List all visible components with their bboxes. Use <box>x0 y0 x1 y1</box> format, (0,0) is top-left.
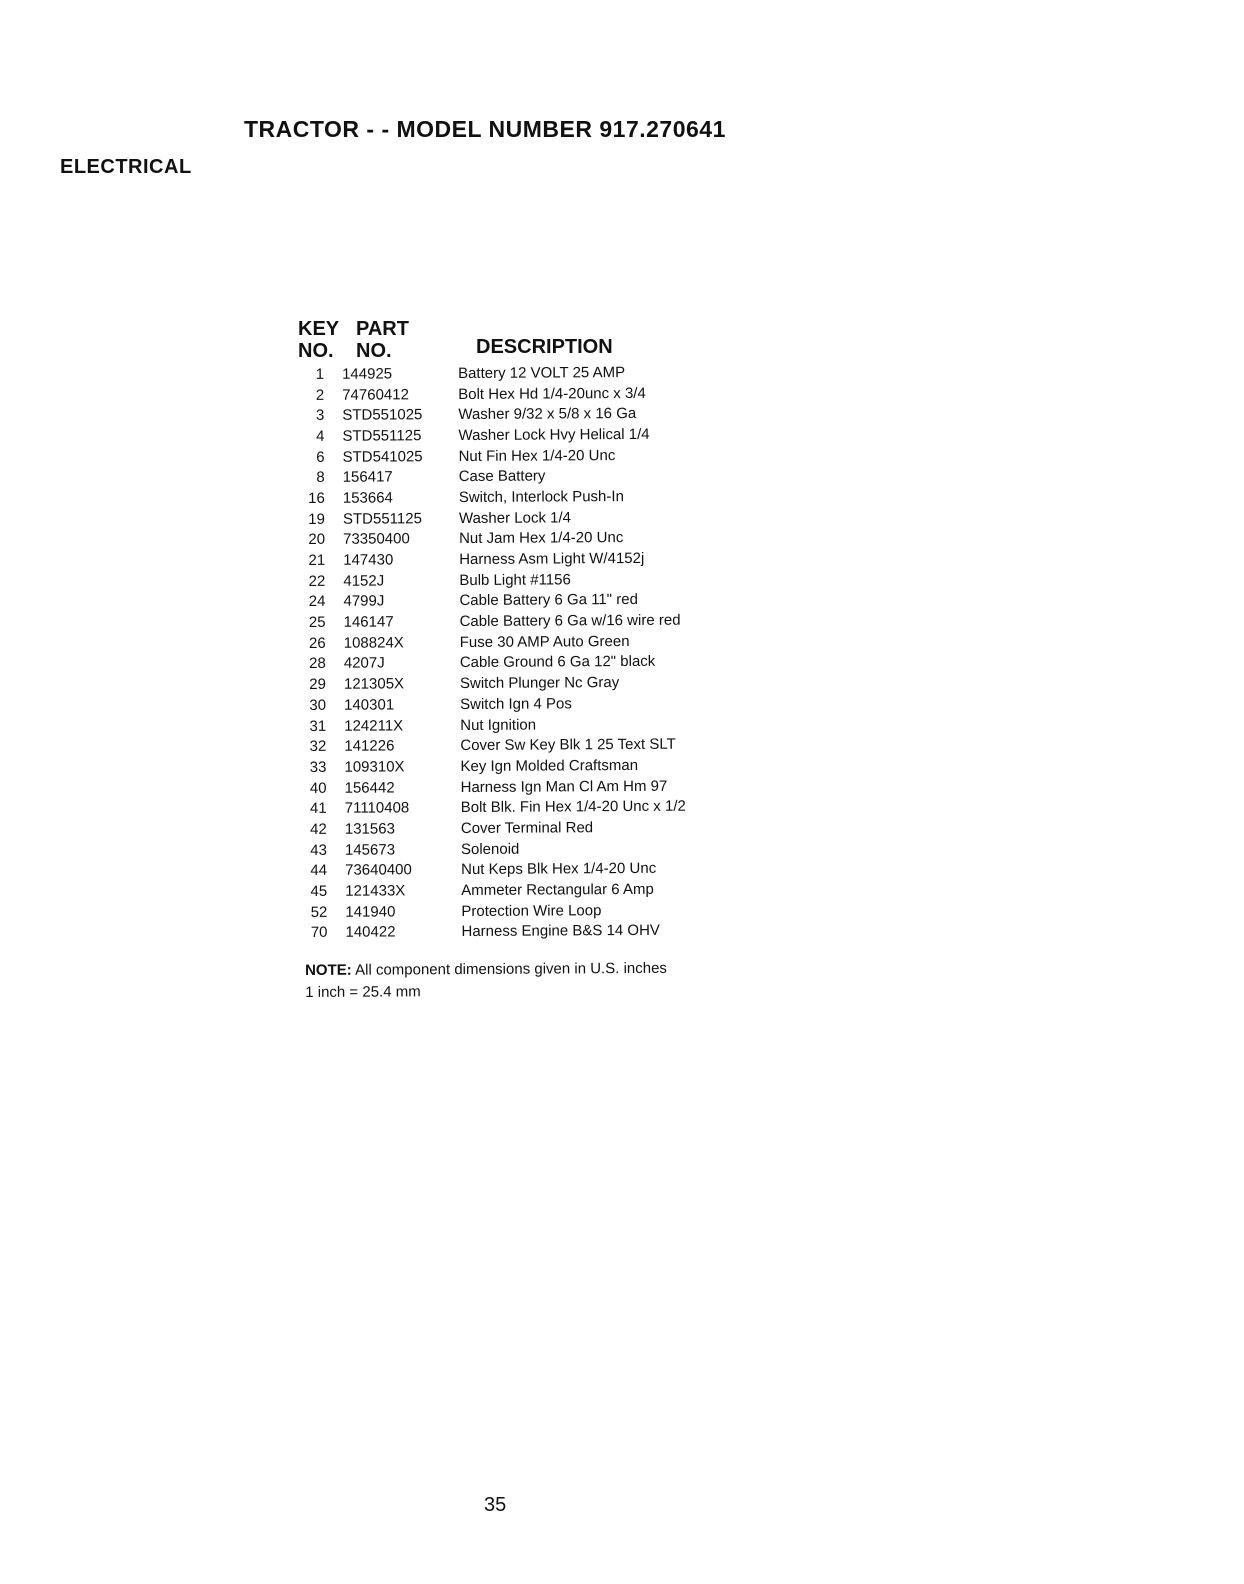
column-header-part-line2: NO. <box>356 340 392 362</box>
description-cell: Harness Ign Man Cl Am Hm 97 <box>460 777 668 796</box>
parts-row <box>301 568 761 591</box>
page-number: 35 <box>484 1494 507 1516</box>
part-no-cell: 145673 <box>344 841 396 859</box>
key-no-cell: 52 <box>310 903 328 921</box>
part-no-cell: 144925 <box>342 365 393 383</box>
part-no-cell: 156442 <box>344 779 395 797</box>
parts-row <box>303 837 763 860</box>
parts-row <box>301 444 761 467</box>
parts-row <box>300 403 760 426</box>
key-no-cell: 19 <box>308 510 325 528</box>
part-no-cell: 141940 <box>345 903 396 921</box>
column-header-part-no <box>356 318 409 362</box>
key-no-cell: 29 <box>309 676 327 694</box>
part-no-cell: 156417 <box>342 468 393 487</box>
key-no-cell: 2 <box>315 386 325 404</box>
parts-row <box>300 361 760 384</box>
description-cell: Switch, Interlock Push-In <box>458 487 624 507</box>
description-cell: Washer Lock Hvy Helical 1/4 <box>458 425 650 444</box>
parts-row <box>301 465 761 488</box>
description-cell: Bolt Hex Hd 1/4-20unc x 3/4 <box>458 384 646 403</box>
section-heading: ELECTRICAL <box>60 156 192 178</box>
column-header-key-line2: NO. <box>298 340 334 362</box>
part-no-cell: 147430 <box>343 551 394 569</box>
key-no-cell: 32 <box>309 738 327 756</box>
key-no-cell: 22 <box>308 572 326 590</box>
key-no-cell: 3 <box>315 407 325 425</box>
description-cell: Protection Wire Loop <box>461 901 602 920</box>
part-no-cell: 4207J <box>343 654 385 673</box>
parts-row <box>303 796 763 819</box>
parts-row <box>302 630 762 653</box>
key-no-cell: 43 <box>310 841 328 859</box>
part-no-cell: 124211X <box>344 716 404 735</box>
parts-row <box>301 506 761 529</box>
column-header-key-line1: KEY <box>298 318 340 340</box>
part-no-cell: STD551125 <box>342 509 422 528</box>
part-no-cell: 140422 <box>345 923 396 942</box>
key-no-cell: 1 <box>315 365 325 383</box>
note-line <box>305 958 667 982</box>
column-header-part-line1: PART <box>356 318 409 340</box>
description-cell: Switch Plunger Nc Gray <box>459 674 620 693</box>
note-label: NOTE: <box>305 961 352 979</box>
parts-row <box>303 899 763 922</box>
key-no-cell: 33 <box>309 758 327 776</box>
parts-row <box>303 816 763 839</box>
part-no-cell: 71110408 <box>344 799 410 818</box>
parts-row <box>303 920 763 943</box>
parts-row <box>302 651 762 674</box>
part-no-cell: 146147 <box>343 613 394 631</box>
parts-row <box>302 754 762 777</box>
parts-row <box>300 382 760 405</box>
key-no-cell: 26 <box>308 634 326 652</box>
part-no-cell: 74760412 <box>342 385 409 404</box>
description-cell: Harness Asm Light W/4152j <box>459 549 645 569</box>
description-cell: Solenoid <box>460 840 520 858</box>
key-no-cell: 70 <box>310 924 328 942</box>
description-cell: Cover Sw Key Blk 1 25 Text SLT <box>460 735 676 755</box>
part-no-cell: 4152J <box>343 572 385 590</box>
parts-row <box>303 858 763 881</box>
description-cell: Key Ign Molded Craftsman <box>460 756 639 775</box>
description-cell: Nut Keps Blk Hex 1/4-20 Unc <box>461 860 657 879</box>
parts-row <box>302 734 762 757</box>
parts-row <box>302 671 762 694</box>
part-no-cell: 4799J <box>343 592 385 611</box>
part-no-cell: 153664 <box>342 489 393 507</box>
key-no-cell: 25 <box>308 613 326 632</box>
parts-row <box>303 775 763 798</box>
description-cell: Washer 9/32 x 5/8 x 16 Ga <box>458 405 637 424</box>
key-no-cell: 6 <box>316 448 325 466</box>
parts-row <box>301 527 761 550</box>
key-no-cell: 30 <box>309 696 327 714</box>
description-cell: Nut Fin Hex 1/4-20 Unc <box>458 446 616 465</box>
column-header-description: DESCRIPTION <box>476 336 613 358</box>
key-no-cell: 40 <box>309 779 327 797</box>
description-cell: Nut Ignition <box>460 716 537 734</box>
part-no-cell: 141226 <box>344 737 395 755</box>
note-conversion: 1 inch = 25.4 mm <box>305 983 421 1001</box>
part-no-cell: 121305X <box>343 675 405 693</box>
key-no-cell: 4 <box>316 427 325 445</box>
part-no-cell: 121433X <box>345 882 406 900</box>
part-no-cell: STD541025 <box>342 447 423 466</box>
part-no-cell: 109310X <box>344 758 405 776</box>
key-no-cell: 8 <box>316 469 325 487</box>
part-no-cell: 73350400 <box>343 530 410 549</box>
parts-row <box>301 485 761 508</box>
key-no-cell: 16 <box>308 489 325 507</box>
description-cell: Case Battery <box>458 467 546 486</box>
description-cell: Cable Battery 6 Ga 11" red <box>459 591 638 610</box>
description-cell: Washer Lock 1/4 <box>458 509 571 527</box>
parts-row <box>301 589 761 612</box>
part-no-cell: STD551125 <box>342 427 422 445</box>
parts-row <box>302 692 762 715</box>
key-no-cell: 41 <box>309 800 327 818</box>
description-cell: Harness Engine B&S 14 OHV <box>461 922 660 941</box>
parts-row <box>303 878 763 901</box>
description-cell: Cover Terminal Red <box>460 819 594 837</box>
parts-row <box>301 547 761 570</box>
part-no-cell: STD551025 <box>342 406 423 424</box>
page-title: TRACTOR - - MODEL NUMBER 917.270641 <box>244 116 726 142</box>
description-cell: Cable Ground 6 Ga 12" black <box>459 653 656 672</box>
key-no-cell: 20 <box>308 531 326 549</box>
part-no-cell: 108824X <box>343 634 404 652</box>
key-no-cell: 31 <box>309 717 327 735</box>
parts-row <box>300 423 760 446</box>
key-no-cell: 45 <box>310 882 328 900</box>
parts-row <box>302 713 762 736</box>
part-no-cell: 140301 <box>344 696 395 714</box>
key-no-cell: 21 <box>308 551 326 569</box>
key-no-cell: 24 <box>308 593 326 611</box>
description-cell: Nut Jam Hex 1/4-20 Unc <box>459 529 624 548</box>
part-no-cell: 73640400 <box>345 861 412 880</box>
description-cell: Bolt Blk. Fin Hex 1/4-20 Unc x 1/2 <box>460 797 686 817</box>
description-cell: Fuse 30 AMP Auto Green <box>459 632 630 651</box>
key-no-cell: 42 <box>310 820 327 838</box>
key-no-cell: 44 <box>310 862 328 880</box>
column-header-key-no <box>298 318 339 362</box>
parts-list <box>300 361 764 943</box>
note-text: All component dimensions given in U.S. inches <box>351 959 667 979</box>
description-cell: Switch Ign 4 Pos <box>460 695 572 713</box>
part-no-cell: 131563 <box>344 820 395 838</box>
key-no-cell: 28 <box>309 655 326 673</box>
description-cell: Battery 12 VOLT 25 AMP <box>458 363 626 382</box>
note-block <box>305 958 667 1004</box>
description-cell: Cable Battery 6 Ga w/16 wire red <box>459 611 681 631</box>
description-cell: Bulb Light #1156 <box>459 571 571 589</box>
parts-row <box>302 609 762 632</box>
description-cell: Ammeter Rectangular 6 Amp <box>461 880 654 900</box>
